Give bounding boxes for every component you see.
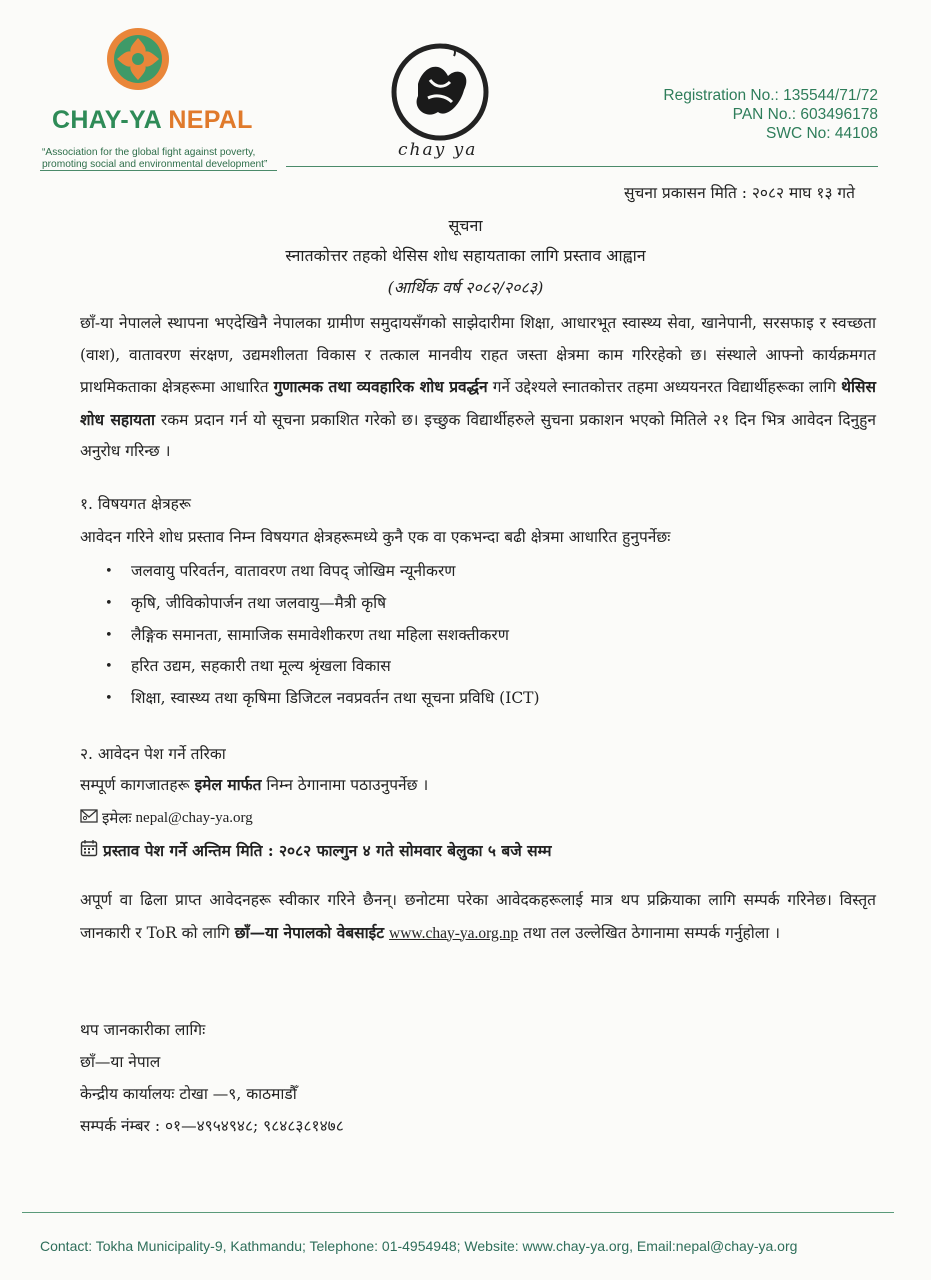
bullet-icon: • [105, 564, 113, 579]
calendar-icon [80, 839, 98, 861]
list-item [105, 651, 540, 683]
bullet-icon: • [105, 595, 113, 611]
footer-divider [22, 1212, 894, 1213]
contact-org: छाँ—या नेपाल [80, 1053, 161, 1071]
intro-bold-2: थेसिस शोध सहायता [80, 377, 877, 429]
contact-phone: सम्पर्क नंम्बर : ०१—४९५४९४८; ९८४८३८१४७८ [80, 1117, 344, 1135]
swc-number: SWC No: 44108 [766, 125, 878, 142]
intro-text-1: छाँ-या नेपालले स्थापना भएदेखिनै नेपालका ग्रामीण समुदायसँगको साझेदारीमा शिक्षा, आधारभूत स्वास्थ्य सेवा, खानेपानी, सरसफाइ र स्वच्छता (वाश), वातावरण संरक्षण, उद्यमशीलता विकास र तत्काल मानवीय राहत जस्ता क्षेत्रमा काम गरिरहेको छ। संस्थाले आफ्नो कार्यक्रमगत प्राथमिकताका क्षेत्रहरूमा आधारित [80, 314, 876, 396]
chay-ya-logo-mark [105, 26, 171, 92]
org-name-part2: NEPAL [168, 106, 253, 134]
list-item [105, 588, 540, 620]
closing-paragraph [80, 885, 876, 949]
email-label: इमेलः [102, 809, 132, 827]
list-item-text: हरित उद्यम, सहकारी तथा मूल्य श्रृंखला विकास [131, 657, 391, 676]
section1-heading: १. विषयगत क्षेत्रहरू [80, 495, 191, 513]
closing-text-1: अपूर्ण वा ढिला प्राप्त आवेदनहरू स्वीकार गरिने छैनन्। छनोटमा परेका आवेदकहरूलाई मात्र थप प्रक्रियाका लागि सम्पर्क गरिनेछ। विस्तृत जानकारी र ToR को लागि [80, 891, 876, 942]
intro-paragraph [80, 308, 876, 468]
notice-date: सुचना प्रकासन मिति : २०८२ माघ १३ गते [624, 184, 855, 202]
chay-ya-hand-drawn-logo [388, 36, 498, 186]
section2-intro-text-1: सम्पूर्ण कागजातहरू [80, 776, 195, 794]
bullet-icon: • [105, 627, 113, 643]
website-link[interactable]: www.chay-ya.org.np [389, 924, 519, 942]
list-item-text: कृषि, जीविकोपार्जन तथा जलवायु—मैत्री कृषि [131, 593, 387, 612]
notice-subtitle: स्नातकोत्तर तहको थेसिस शोध सहायताका लागि प्रस्ताव आह्वान [285, 246, 646, 265]
list-item-text: जलवायु परिवर्तन, वातावरण तथा विपद् जोखिम न्यूनीकरण [131, 562, 456, 580]
email-icon [80, 809, 98, 827]
list-item [105, 620, 540, 652]
section2-intro-bold: इमेल मार्फत [194, 775, 262, 794]
email-address[interactable]: nepal@chay-ya.org [135, 809, 253, 826]
list-item-text: शिक्षा, स्वास्थ्य तथा कृषिमा डिजिटल नवप्रवर्तन तथा सूचना प्रविधि (ICT) [131, 689, 540, 708]
pan-number: PAN No.: 603496178 [732, 106, 878, 123]
notice-title: सूचना [448, 216, 483, 235]
list-item [105, 556, 540, 588]
header-divider-right [286, 166, 878, 167]
header-divider-left [40, 170, 277, 171]
list-item-text: लैङ्गिक समानता, सामाजिक समावेशीकरण तथा महिला सशक्तीकरण [131, 625, 509, 644]
section2-intro [80, 773, 428, 795]
intro-text-2: गर्ने उद्देश्यले स्नातकोत्तर तहमा अध्ययनरत विद्यार्थीहरूका लागि [487, 378, 842, 396]
section2-heading: २. आवेदन पेश गर्ने तरिका [80, 745, 226, 763]
email-line [80, 808, 253, 828]
thematic-areas-list [105, 556, 540, 715]
intro-bold-1: गुणात्मक तथा व्यवहारिक शोध प्रवर्द्धन [273, 377, 488, 396]
registration-number: Registration No.: 135544/71/72 [663, 87, 878, 104]
closing-text-2: तथा तल उल्लेखित ठेगानामा सम्पर्क गर्नुहोला । [518, 923, 781, 942]
deadline-text: प्रस्ताव पेश गर्ने अन्तिम मिति : २०८२ फाल्गुन ४ गते सोमवार बेलुका ५ बजे सम्म [103, 841, 552, 860]
list-item [105, 683, 540, 715]
fiscal-year: (आर्थिक वर्ष २०८२/२०८३) [387, 278, 544, 297]
center-logo-text: chay ya [398, 140, 478, 160]
section2-intro-text-2: निम्न ठेगानामा पठाउनुपर्नेछ । [261, 776, 429, 794]
bullet-icon: • [105, 691, 113, 707]
bullet-icon: • [105, 659, 113, 675]
section1-intro: आवेदन गरिने शोध प्रस्ताव निम्न विषयगत क्षेत्रहरूमध्ये कुनै एक वा एकभन्दा बढी क्षेत्रमा आधारित हुनुपर्नेछः [80, 528, 671, 546]
closing-bold: छाँ—या नेपालको वेबसाईट [234, 922, 385, 942]
intro-text-3: रकम प्रदान गर्न यो सूचना प्रकाशित गरेको छ। इच्छुक विद्यार्थीहरुले सुचना प्रकाशन भएको मितिले २१ दिन भित्र आवेदन दिनुहुन अनुरोध गरिन्छ । [80, 410, 876, 460]
org-tagline: “Association for the global fight against poverty, promoting social and environmental development” [42, 147, 268, 170]
deadline-line [80, 839, 551, 861]
more-info-label: थप जानकारीका लागिः [80, 1021, 206, 1039]
org-name [52, 106, 253, 135]
footer-contact: Contact: Tokha Municipality-9, Kathmandu; Telephone: 01-4954948; Website: www.chay-ya.org, Email:nepal@chay-ya.org [40, 1238, 798, 1254]
contact-office: केन्द्रीय कार्यालयः टोखा —९, काठमाडौँ [80, 1085, 297, 1103]
registration-block [663, 86, 878, 143]
org-name-part1: CHAY-YA [52, 106, 162, 134]
